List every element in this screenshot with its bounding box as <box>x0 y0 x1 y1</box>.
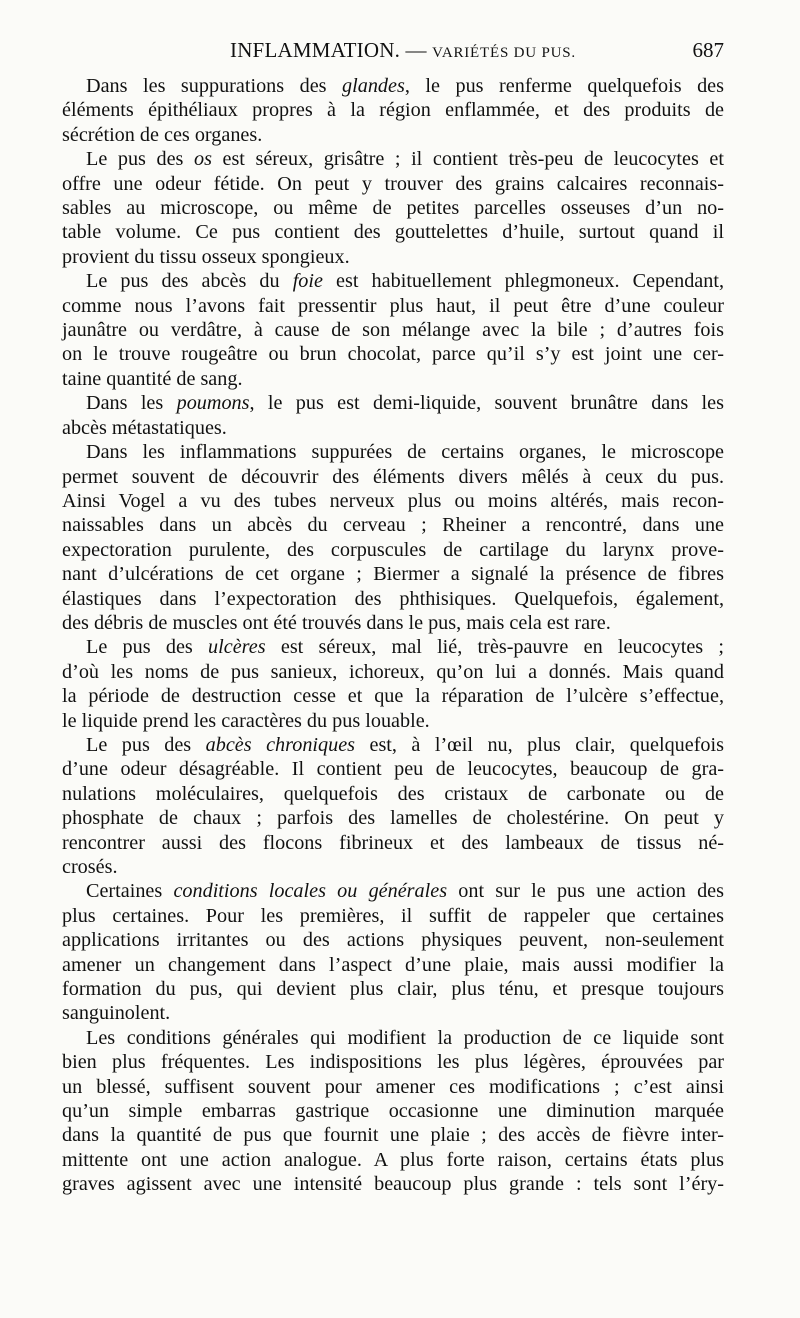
text-run: taine quantité de sang. <box>62 367 243 390</box>
text-run: , le pus est demi-liquide, souvent brunâtre dans les <box>249 392 724 415</box>
text-line <box>62 1172 724 1196</box>
text-line <box>62 1050 724 1074</box>
text-run: sanguinolent. <box>62 1002 171 1025</box>
text-run: jaunâtre ou verdâtre, à cause de son mélange avec la bile ; d’autres fois <box>62 319 724 342</box>
text-line <box>62 294 724 318</box>
italic-term: poumons <box>176 392 250 415</box>
header-title <box>230 38 576 63</box>
text-run: sables au microscope, ou même de petites parcelles osseuses d’un no- <box>62 197 724 220</box>
text-line <box>62 806 724 830</box>
text-line <box>62 855 724 879</box>
text-line <box>62 709 724 733</box>
text-run: comme nous l’avons fait pressentir plus haut, il peut être d’une couleur <box>62 294 724 317</box>
text-line <box>62 367 724 391</box>
page-number: 687 <box>692 38 724 62</box>
text-run: Dans les <box>86 392 177 415</box>
text-run: permet souvent de découvrir des éléments divers mêlés à ceux du pus. <box>62 465 724 488</box>
text-run: est séreux, mal lié, très-pauvre en leucocytes ; <box>265 636 725 659</box>
paragraph <box>62 147 724 269</box>
text-run: offre une odeur fétide. On peut y trouver des grains calcaires reconnais- <box>62 172 724 195</box>
text-line <box>62 391 724 415</box>
text-run: dans la quantité de pus que fournit une plaie ; des accès de fièvre inter- <box>62 1124 724 1147</box>
text-line <box>62 928 724 952</box>
text-line <box>62 757 724 781</box>
body-text <box>62 74 724 1197</box>
italic-term: glandes <box>342 75 405 97</box>
text-run: plus certaines. Pour les premières, il suffit de rappeler que certaines <box>62 904 724 927</box>
text-line <box>62 220 724 244</box>
text-line <box>62 74 724 98</box>
text-run: applications irritantes ou des actions physiques peuvent, non-seulement <box>62 929 724 952</box>
text-run: amener un changement dans l’aspect d’une plaie, mais aussi modifier la <box>62 953 724 976</box>
text-line <box>62 831 724 855</box>
text-line <box>62 342 724 366</box>
text-line <box>62 538 724 562</box>
text-line <box>62 1026 724 1050</box>
text-run: nulations moléculaires, quelquefois des cristaux de carbonate ou de <box>62 782 724 805</box>
text-run: d’une odeur désagréable. Il contient peu de leucocytes, beaucoup de gra- <box>62 758 724 781</box>
text-line <box>62 172 724 196</box>
text-run: rencontrer aussi des flocons fibrineux et des lambeaux de tissus né- <box>62 831 724 854</box>
text-run: Le pus des <box>86 733 206 756</box>
text-line <box>62 416 724 440</box>
text-line <box>62 611 724 635</box>
text-run: un blessé, suffisent souvent pour amener ces modifications ; c’est ainsi <box>62 1075 724 1098</box>
text-line <box>62 562 724 586</box>
text-run: mittente ont une action analogue. A plus forte raison, certains états plus <box>62 1148 724 1171</box>
text-run: Dans les inflammations suppurées de certains organes, le microscope <box>86 441 724 464</box>
paragraph <box>62 269 724 391</box>
text-run: Certaines <box>86 880 174 903</box>
text-line <box>62 196 724 220</box>
text-run: est séreux, grisâtre ; il contient très-peu de leucocytes et <box>211 148 725 171</box>
text-run: bien plus fréquentes. Les indispositions les plus légères, éprouvées par <box>62 1051 724 1074</box>
text-line <box>62 123 724 147</box>
text-run: éléments épithéliaux propres à la région enflammée, et des produits de <box>62 99 724 122</box>
text-run: crosés. <box>62 856 118 878</box>
text-line <box>62 440 724 464</box>
text-line <box>62 660 724 684</box>
text-run: Ainsi Vogel a vu des tubes nerveux plus ou moins altérés, mais recon- <box>62 489 724 512</box>
text-line <box>62 269 724 293</box>
text-line <box>62 953 724 977</box>
paragraph <box>62 879 724 1025</box>
text-run: phosphate de chaux ; parfois des lamelles de cholestérine. On peut y <box>62 807 724 830</box>
text-run: le liquide prend les caractères du pus louable. <box>62 709 430 732</box>
running-header <box>62 38 724 70</box>
text-run: formation du pus, qui devient plus clair, plus ténu, et presque toujours <box>62 978 724 1001</box>
text-line <box>62 684 724 708</box>
text-run: sécrétion de ces organes. <box>62 123 263 146</box>
text-line <box>62 904 724 928</box>
text-run: est, à l’œil nu, plus clair, quelquefois <box>355 733 724 756</box>
text-run: Le pus des abcès du <box>86 270 293 293</box>
text-line <box>62 1123 724 1147</box>
text-run: nant d’ulcérations de cet organe ; Biermer a signalé la présence de fibres <box>62 563 724 586</box>
paragraph <box>62 733 724 879</box>
text-run: provient du tissu osseux spongieux. <box>62 245 350 268</box>
text-line <box>62 245 724 269</box>
text-run: Le pus des <box>86 148 194 171</box>
text-line <box>62 98 724 122</box>
text-line <box>62 147 724 171</box>
text-run: est habituellement phlegmoneux. Cependant, <box>322 270 724 293</box>
text-line <box>62 587 724 611</box>
text-line <box>62 465 724 489</box>
text-line <box>62 1001 724 1025</box>
text-run: la période de destruction cesse et que la réparation de l’ulcère s’effectue, <box>62 685 724 708</box>
text-line <box>62 879 724 903</box>
italic-term: os <box>193 148 212 171</box>
text-line <box>62 782 724 806</box>
text-line <box>62 977 724 1001</box>
text-run: des débris de muscles ont été trouvés dans le pus, mais cela est rare. <box>62 611 611 634</box>
text-run: ont sur le pus une action des <box>447 880 724 903</box>
text-run: abcès métastatiques. <box>62 416 227 439</box>
text-run: naissables dans un abcès du cerveau ; Rheiner a rencontré, dans une <box>62 514 724 537</box>
text-run: Le pus des <box>86 636 209 659</box>
text-run: expectoration purulente, des corpuscules de cartilage du larynx prove- <box>62 538 724 561</box>
paragraph <box>62 74 724 147</box>
text-line <box>62 1099 724 1123</box>
text-run: Dans les suppurations des <box>86 75 343 97</box>
text-run: table volume. Ce pus contient des gouttelettes d’huile, surtout quand il <box>62 221 724 244</box>
text-line <box>62 733 724 757</box>
italic-term: conditions locales ou générales <box>173 880 448 903</box>
italic-term: foie <box>292 270 323 293</box>
text-line <box>62 1148 724 1172</box>
paragraph <box>62 440 724 635</box>
header-title-sub: VARIÉTÉS DU PUS. <box>432 45 576 61</box>
paragraph <box>62 635 724 733</box>
italic-term: ulcères <box>208 636 266 659</box>
italic-term: abcès chroniques <box>205 733 356 756</box>
text-line <box>62 489 724 513</box>
text-run: Les conditions générales qui modifient la production de ce liquide sont <box>86 1026 724 1049</box>
text-line <box>62 318 724 342</box>
text-line <box>62 513 724 537</box>
text-line <box>62 635 724 659</box>
paragraph <box>62 391 724 440</box>
header-title-main: INFLAMMATION. — <box>230 38 427 62</box>
text-line <box>62 1075 724 1099</box>
text-run: on le trouve rougeâtre ou brun chocolat, parce qu’il s’y est joint une cer- <box>62 343 724 366</box>
text-run: qu’un simple embarras gastrique occasionne une diminution marquée <box>62 1100 724 1123</box>
paragraph <box>62 1026 724 1197</box>
text-run: graves agissent avec une intensité beaucoup plus grande : tels sont l’éry- <box>62 1173 724 1196</box>
text-run: , le pus renferme quelquefois des <box>404 75 725 97</box>
text-run: élastiques dans l’expectoration des phthisiques. Quelquefois, également, <box>62 587 724 610</box>
text-run: d’où les noms de pus sanieux, ichoreux, qu’on lui a donnés. Mais quand <box>62 660 724 683</box>
